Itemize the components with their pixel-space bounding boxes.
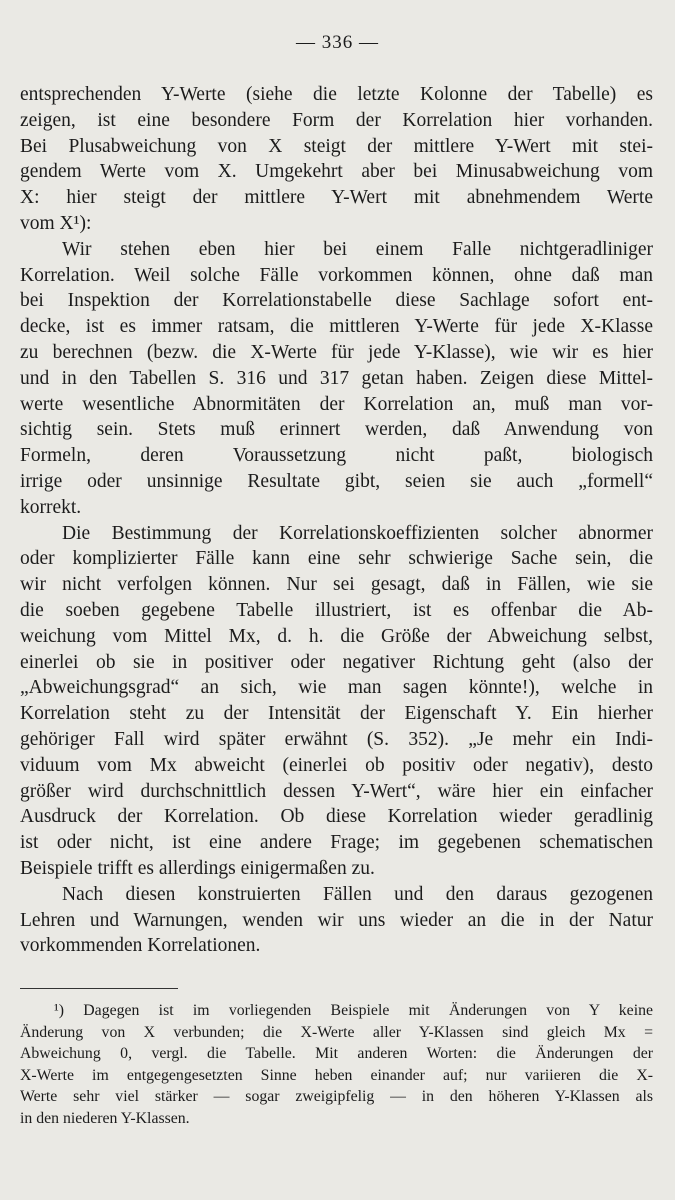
text-line: Korrelation. Weil solche Fälle vorkommen können, ohne daß man — [20, 264, 653, 286]
text-line: Bei Plusabweichung von X steigt der mittlere Y-Wert mit stei- — [20, 135, 653, 157]
text-line: vorkommenden Korrelationen. — [20, 935, 261, 957]
footnote-divider — [20, 988, 178, 989]
text-line: wir nicht verfolgen können. Nur sei gesagt, daß in Fällen, wie sie — [20, 574, 653, 596]
footnote-line: X-Werte im entgegengesetzten Sinne heben einander auf; nur variieren die X- — [20, 1066, 653, 1084]
paragraph-3 — [20, 521, 653, 882]
text-line: und in den Tabellen S. 316 und 317 getan haben. Zeigen diese Mittel- — [20, 367, 653, 389]
paragraph-4 — [20, 882, 653, 959]
paragraph-2 — [20, 237, 653, 521]
paragraph-1 — [20, 82, 653, 237]
text-line: werte wesentliche Abnormitäten der Korrelation an, muß man vor- — [20, 393, 653, 415]
text-line: irrige oder unsinnige Resultate gibt, seien sie auch „formell“ — [20, 470, 653, 492]
text-line: Die Bestimmung der Korrelationskoeffizienten solcher abnormer — [62, 522, 653, 544]
page-number: — 336 — — [296, 32, 379, 53]
text-line: oder komplizierter Fälle kann eine sehr schwierige Sache sein, die — [20, 548, 653, 570]
text-line: die soeben gegebene Tabelle illustriert, ist es offenbar die Ab- — [20, 599, 653, 621]
text-line: bei Inspektion der Korrelationstabelle diese Sachlage sofort ent- — [20, 290, 653, 312]
footnote-line: in den niederen Y-Klassen. — [20, 1109, 190, 1127]
text-line: X: hier steigt der mittlere Y-Wert mit abnehmendem Werte — [20, 187, 653, 209]
text-line: Wir stehen eben hier bei einem Falle nichtgeradliniger — [62, 238, 653, 260]
text-line: einerlei ob sie in positiver oder negativer Richtung geht (also der — [20, 651, 653, 673]
text-line: größer wird durchschnittlich dessen Y-Wert“, wäre hier ein einfacher — [20, 780, 653, 802]
footnote-line: ¹) Dagegen ist im vorliegenden Beispiele mit Änderungen von Y keine — [54, 1002, 653, 1019]
text-line: zu berechnen (bezw. die X-Werte für jede Y-Klasse), wie wir es hier — [20, 341, 653, 363]
text-line: weichung vom Mittel Mx, d. h. die Größe der Abweichung selbst, — [20, 625, 653, 647]
footnote-line: Änderung von X verbunden; die X-Werte aller Y-Klassen sind gleich Mx = — [20, 1023, 653, 1041]
text-line: decke, ist es immer ratsam, die mittleren Y-Werte für jede X-Klasse — [20, 316, 653, 338]
main-text — [20, 82, 653, 959]
text-line: Formeln, deren Voraussetzung nicht paßt, biologisch — [20, 445, 653, 467]
text-line: ist oder nicht, ist eine andere Frage; im gegebenen schematischen — [20, 832, 653, 854]
footnote-line: Abweichung 0, vergl. die Tabelle. Mit anderen Worten: die Änderungen der — [20, 1045, 653, 1062]
text-line: viduum vom Mx abweicht (einerlei ob positiv oder negativ), desto — [20, 754, 653, 776]
text-line: Ausdruck der Korrelation. Ob diese Korrelation wieder geradlinig — [20, 806, 653, 828]
text-line: korrekt. — [20, 496, 82, 518]
text-line: Korrelation steht zu der Intensität der Eigenschaft Y. Ein hierher — [20, 703, 653, 725]
text-line: gehöriger Fall wird später erwähnt (S. 352). „Je mehr ein Indi- — [20, 728, 653, 750]
text-line: gendem Werte vom X. Umgekehrt aber bei Minusabweichung vom — [20, 161, 653, 183]
text-line: Nach diesen konstruierten Fällen und den daraus gezogenen — [62, 883, 653, 905]
text-line: sichtig sein. Stets muß erinnert werden, daß Anwendung von — [20, 419, 653, 441]
text-line: entsprechenden Y-Werte (siehe die letzte Kolonne der Tabelle) es — [20, 84, 653, 105]
text-line: Beispiele trifft es allerdings einigermaßen zu. — [20, 857, 375, 879]
text-line: „Abweichungsgrad“ an sich, wie man sagen könnte!), welche in — [20, 677, 653, 699]
text-line: zeigen, ist eine besondere Form der Korrelation hier vorhanden. — [20, 109, 653, 131]
footnote — [20, 1000, 653, 1129]
footnote-line: Werte sehr viel stärker — sogar zweigipfelig — in den höheren Y-Klassen als — [20, 1088, 653, 1105]
text-line: Lehren und Warnungen, wenden wir uns wieder an die in der Natur — [20, 909, 653, 931]
text-line: vom X¹): — [20, 212, 92, 234]
